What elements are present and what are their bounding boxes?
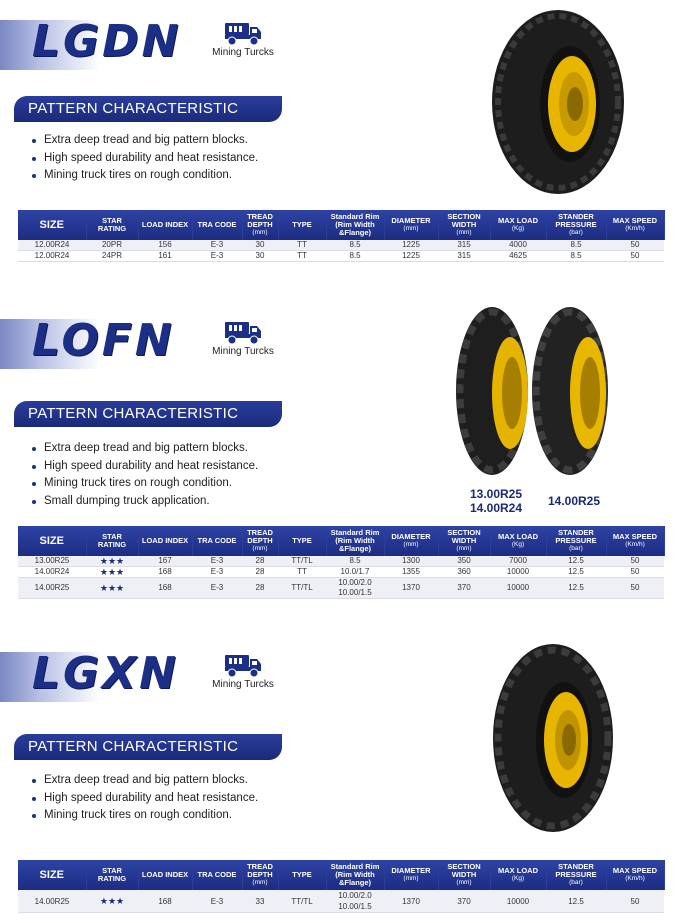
cell: TT <box>278 251 326 262</box>
cell: 20PR <box>86 240 138 251</box>
feature-list <box>30 132 258 185</box>
brand-name: LGXN <box>32 648 179 699</box>
application-block <box>208 652 278 690</box>
cell: 161 <box>138 251 192 262</box>
table-row <box>18 890 664 913</box>
cell: 28 <box>242 567 278 578</box>
dump-truck-icon <box>223 652 263 678</box>
header-load-index: LOAD INDEX <box>138 526 192 556</box>
application-label: Mining Turcks <box>212 346 274 357</box>
header-standard-rim: Standard Rim (Rim Width &Flange) <box>326 860 384 890</box>
cell: 10000 <box>490 567 546 578</box>
application-block <box>208 20 278 58</box>
header-type: TYPE <box>278 526 326 556</box>
header-section-width: SECTION WIDTH (mm) <box>438 860 490 890</box>
table-row <box>18 251 664 262</box>
spec-table <box>18 210 665 262</box>
feature-item: High speed durability and heat resistance. <box>30 458 258 476</box>
cell: 10000 <box>490 890 546 913</box>
cell: 12.5 <box>546 890 606 913</box>
cell: 315 <box>438 251 490 262</box>
cell: 30 <box>242 251 278 262</box>
cell: 12.5 <box>546 556 606 567</box>
cell: 350 <box>438 556 490 567</box>
cell: 1300 <box>384 556 438 567</box>
cell: E-3 <box>192 240 242 251</box>
header-tra-code: TRA CODE <box>192 526 242 556</box>
feature-item: Mining truck tires on rough condition. <box>30 167 258 185</box>
header-stander-pressure: STANDER PRESSURE (bar) <box>546 210 606 240</box>
table-row <box>18 240 664 251</box>
cell: E-3 <box>192 556 242 567</box>
cell: TT/TL <box>278 556 326 567</box>
feature-list <box>30 772 258 825</box>
header-stander-pressure: STANDER PRESSURE (bar) <box>546 526 606 556</box>
cell: 14.00R25 <box>18 890 86 913</box>
cell: 1370 <box>384 578 438 599</box>
brand-name: LGDN <box>32 16 182 67</box>
cell: 50 <box>606 567 664 578</box>
cell: TT/TL <box>278 890 326 913</box>
cell: 50 <box>606 890 664 913</box>
cell: 7000 <box>490 556 546 567</box>
cell: 10000 <box>490 578 546 599</box>
application-block <box>208 319 278 357</box>
tire-image <box>454 305 610 477</box>
feature-item: Extra deep tread and big pattern blocks. <box>30 132 258 150</box>
cell: E-3 <box>192 567 242 578</box>
header-tra-code: TRA CODE <box>192 860 242 890</box>
table-row <box>18 556 664 567</box>
size-label-right: 14.00R25 <box>547 494 601 508</box>
cell: 168 <box>138 567 192 578</box>
header-tread-depth: TREAD DEPTH (mm) <box>242 526 278 556</box>
header-max-load: MAX LOAD (Kg) <box>490 210 546 240</box>
table-row <box>18 578 664 599</box>
header-tra-code: TRA CODE <box>192 210 242 240</box>
cell: 8.5 <box>546 251 606 262</box>
cell: E-3 <box>192 578 242 599</box>
cell: 168 <box>138 578 192 599</box>
brand-name: LOFN <box>32 315 175 366</box>
cell: 8.5 <box>326 240 384 251</box>
cell: TT <box>278 240 326 251</box>
cell: 10.00/2.0 10.00/1.5 <box>326 578 384 599</box>
cell: 12.5 <box>546 567 606 578</box>
header-size: SIZE <box>18 210 86 240</box>
cell: 8.5 <box>326 251 384 262</box>
header-star-rating: STAR RATING <box>86 210 138 240</box>
cell: 28 <box>242 556 278 567</box>
cell: 168 <box>138 890 192 913</box>
spec-table <box>18 526 665 599</box>
header-max-load: MAX LOAD (Kg) <box>490 860 546 890</box>
cell: 30 <box>242 240 278 251</box>
brand-block <box>0 646 190 706</box>
cell: E-3 <box>192 890 242 913</box>
cell: 360 <box>438 567 490 578</box>
pattern-characteristic-title: PATTERN CHARACTERISTIC <box>14 96 282 122</box>
cell: 4000 <box>490 240 546 251</box>
header-standard-rim: Standard Rim (Rim Width &Flange) <box>326 210 384 240</box>
feature-list <box>30 440 258 510</box>
cell: 8.5 <box>546 240 606 251</box>
cell: 1225 <box>384 240 438 251</box>
cell: 315 <box>438 240 490 251</box>
application-label: Mining Turcks <box>212 47 274 58</box>
cell: 1355 <box>384 567 438 578</box>
header-max-speed: MAX SPEED (Km/h) <box>606 526 664 556</box>
header-load-index: LOAD INDEX <box>138 210 192 240</box>
header-max-load: MAX LOAD (Kg) <box>490 526 546 556</box>
header-type: TYPE <box>278 860 326 890</box>
cell: 4625 <box>490 251 546 262</box>
header-star-rating: STAR RATING <box>86 860 138 890</box>
header-type: TYPE <box>278 210 326 240</box>
star-rating-cell: ★★★ <box>86 567 138 578</box>
cell: 50 <box>606 240 664 251</box>
cell: 1225 <box>384 251 438 262</box>
table-row <box>18 567 664 578</box>
header-size: SIZE <box>18 526 86 556</box>
header-tread-depth: TREAD DEPTH (mm) <box>242 210 278 240</box>
tire-image <box>490 642 616 834</box>
dump-truck-icon <box>223 20 263 46</box>
header-max-speed: MAX SPEED (Km/h) <box>606 210 664 240</box>
header-section-width: SECTION WIDTH (mm) <box>438 210 490 240</box>
cell: 50 <box>606 578 664 599</box>
header-tread-depth: TREAD DEPTH (mm) <box>242 860 278 890</box>
feature-item: Small dumping truck application. <box>30 493 258 511</box>
cell: 12.00R24 <box>18 240 86 251</box>
brand-block <box>0 313 190 373</box>
cell: TT/TL <box>278 578 326 599</box>
feature-item: Extra deep tread and big pattern blocks. <box>30 772 258 790</box>
size-label-left: 13.00R25 14.00R24 <box>469 487 523 515</box>
cell: 10.00/2.0 10.00/1.5 <box>326 890 384 913</box>
cell: 28 <box>242 578 278 599</box>
cell: 24PR <box>86 251 138 262</box>
cell: 13.00R25 <box>18 556 86 567</box>
cell: 370 <box>438 578 490 599</box>
pattern-characteristic-title: PATTERN CHARACTERISTIC <box>14 401 282 427</box>
cell: 12.5 <box>546 578 606 599</box>
cell: E-3 <box>192 251 242 262</box>
cell: 50 <box>606 251 664 262</box>
cell: 10.0/1.7 <box>326 567 384 578</box>
cell: 370 <box>438 890 490 913</box>
cell: 14.00R25 <box>18 578 86 599</box>
header-diameter: DIAMETER (mm) <box>384 860 438 890</box>
star-rating-cell: ★★★ <box>86 578 138 599</box>
feature-item: Mining truck tires on rough condition. <box>30 475 258 493</box>
header-diameter: DIAMETER (mm) <box>384 526 438 556</box>
header-stander-pressure: STANDER PRESSURE (bar) <box>546 860 606 890</box>
feature-item: Mining truck tires on rough condition. <box>30 807 258 825</box>
star-rating-cell: ★★★ <box>86 556 138 567</box>
spec-table <box>18 860 665 913</box>
cell: TT <box>278 567 326 578</box>
cell: 1370 <box>384 890 438 913</box>
dump-truck-icon <box>223 319 263 345</box>
brand-block <box>0 14 190 74</box>
header-load-index: LOAD INDEX <box>138 860 192 890</box>
application-label: Mining Turcks <box>212 679 274 690</box>
cell: 156 <box>138 240 192 251</box>
header-section-width: SECTION WIDTH (mm) <box>438 526 490 556</box>
cell: 14.00R24 <box>18 567 86 578</box>
header-diameter: DIAMETER (mm) <box>384 210 438 240</box>
cell: 33 <box>242 890 278 913</box>
header-max-speed: MAX SPEED (Km/h) <box>606 860 664 890</box>
star-rating-cell: ★★★ <box>86 890 138 913</box>
cell: 8.5 <box>326 556 384 567</box>
cell: 50 <box>606 556 664 567</box>
cell: 167 <box>138 556 192 567</box>
tire-image <box>488 8 628 196</box>
header-size: SIZE <box>18 860 86 890</box>
feature-item: High speed durability and heat resistance. <box>30 790 258 808</box>
feature-item: High speed durability and heat resistance. <box>30 150 258 168</box>
pattern-characteristic-title: PATTERN CHARACTERISTIC <box>14 734 282 760</box>
header-star-rating: STAR RATING <box>86 526 138 556</box>
header-standard-rim: Standard Rim (Rim Width &Flange) <box>326 526 384 556</box>
feature-item: Extra deep tread and big pattern blocks. <box>30 440 258 458</box>
cell: 12.00R24 <box>18 251 86 262</box>
